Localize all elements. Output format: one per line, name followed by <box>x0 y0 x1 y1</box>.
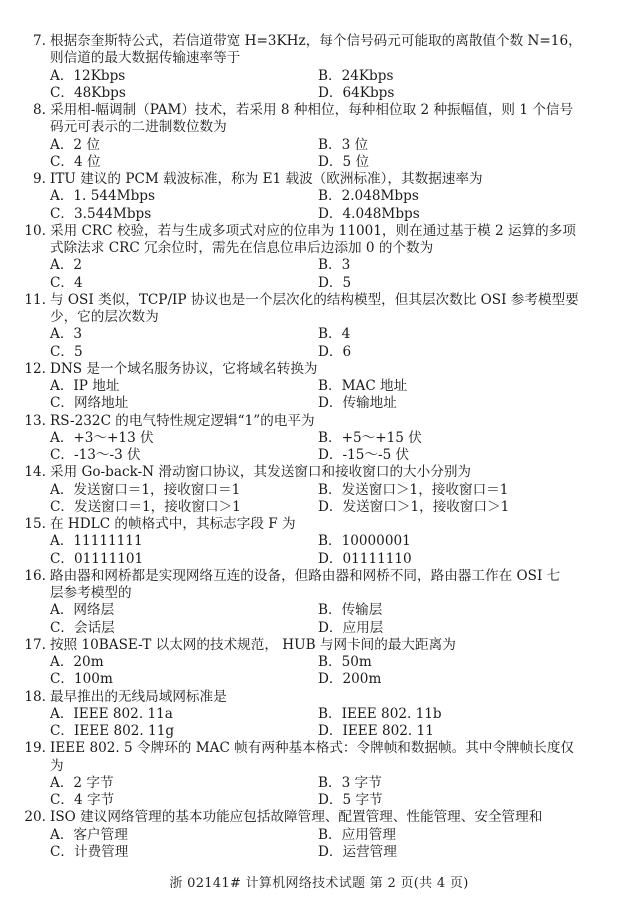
option-a: A．IEEE 802. 11a <box>50 705 173 722</box>
option-d: D．应用层 <box>318 619 384 636</box>
question-stem-text: ITU 建议的 PCM 载波标准，称为 E1 载波（欧洲标准），其数据速率为 <box>50 171 483 187</box>
option-d: D．传输地址 <box>318 395 397 412</box>
options-row <box>0 430 638 447</box>
question-stem-line <box>0 413 638 430</box>
option-c: C．4 字节 <box>50 792 115 808</box>
option-c: C．IEEE 802. 11g <box>50 723 175 739</box>
option-d: D．01111110 <box>318 550 412 567</box>
option-c: C．4 位 <box>50 153 101 170</box>
question-stem-line <box>0 309 638 326</box>
options-row <box>0 499 638 516</box>
option-a: A．IP 地址 <box>50 378 120 394</box>
question-number: 19. <box>24 740 46 757</box>
option-d: D．5 位 <box>318 153 370 170</box>
question-stem-text: 采用 CRC 校验，若与生成多项式对应的位串为 11001，则在通过基于模 2 运算的多项 <box>50 222 576 239</box>
options-row <box>0 378 638 395</box>
options-row <box>0 137 638 154</box>
option-d: D．200m <box>318 671 382 688</box>
options-row <box>0 775 638 792</box>
option-a: A．3 <box>50 326 83 343</box>
option-b: B．传输层 <box>318 602 383 619</box>
question-15 <box>0 516 638 568</box>
option-a: A．1. 544Mbps <box>50 188 155 205</box>
question-stem-line <box>0 585 638 602</box>
question-19 <box>0 740 638 809</box>
options-row <box>0 792 638 809</box>
question-stem-line <box>0 223 638 240</box>
question-stem-line <box>0 464 638 481</box>
options-row <box>0 654 638 671</box>
question-18 <box>0 689 638 741</box>
question-number: 17. <box>24 636 46 653</box>
options-row <box>0 154 638 171</box>
option-d: D．运营管理 <box>318 843 397 860</box>
option-b: B．50m <box>318 654 372 670</box>
question-number: 16. <box>24 567 46 584</box>
question-stem-text: DNS 是一个域名服务协议，它将域名转换为 <box>50 360 318 377</box>
question-stem-text: 最早推出的无线局域网标准是 <box>50 688 227 705</box>
question-stem-line <box>0 171 638 188</box>
option-b: B．发送窗口＞1，接收窗口＝1 <box>318 481 509 498</box>
options-row <box>0 326 638 343</box>
options-row <box>0 827 638 844</box>
question-10 <box>0 223 638 292</box>
question-stem-line <box>0 809 638 826</box>
question-stem-line <box>0 33 638 50</box>
exam-page <box>0 33 638 861</box>
page-footer: 浙 02141# 计算机网络技术试题 第 2 页(共 4 页) <box>169 876 469 891</box>
option-d: D．5 <box>318 274 352 291</box>
option-b: B．4 <box>318 326 351 343</box>
options-row <box>0 551 638 568</box>
question-stem-line <box>0 568 638 585</box>
options-row <box>0 447 638 464</box>
question-stem-text: 采用 Go-back-N 滑动窗口协议，其发送窗口和接收窗口的大小分别为 <box>50 464 472 481</box>
question-stem-line <box>0 292 638 309</box>
options-row <box>0 706 638 723</box>
question-stem-text: 根据奈奎斯特公式，若信道带宽 H=3KHz，每个信号码元可能取的离散值个数 N=16， <box>50 33 582 49</box>
options-row <box>0 188 638 205</box>
option-d: D．5 字节 <box>318 792 383 808</box>
options-row <box>0 602 638 619</box>
question-stem-text: 码元可表示的二进制数位数为 <box>50 119 227 136</box>
question-stem-line <box>0 516 638 533</box>
question-number: 9. <box>33 171 46 187</box>
option-d: D．64Kbps <box>318 84 395 101</box>
option-b: B．应用管理 <box>318 826 396 843</box>
question-stem-text: 为 <box>50 757 64 774</box>
question-number: 14. <box>24 464 46 481</box>
question-number: 7. <box>33 33 46 49</box>
options-row <box>0 85 638 102</box>
option-d: D．-15～-5 伏 <box>318 447 410 463</box>
option-c: C．48Kbps <box>50 84 126 101</box>
question-stem-text: 式除法求 CRC 冗余位时，需先在信息位串后边添加 0 的个数为 <box>50 240 434 256</box>
question-stem-text: 路由器和网桥都是实现网络互连的设备，但路由器和网桥不同，路由器工作在 OSI 七 <box>50 567 561 584</box>
question-20 <box>0 809 638 861</box>
option-a: A．12Kbps <box>50 67 126 84</box>
options-row <box>0 723 638 740</box>
question-number: 12. <box>24 360 46 377</box>
question-stem-line <box>0 689 638 706</box>
question-stem-line <box>0 361 638 378</box>
options-row <box>0 533 638 550</box>
option-a: A．2 <box>50 257 83 274</box>
option-c: C．4 <box>50 274 83 291</box>
option-b: B．IEEE 802. 11b <box>318 705 442 722</box>
question-stem-line <box>0 102 638 119</box>
option-d: D．4.048Mbps <box>318 205 420 222</box>
question-17 <box>0 637 638 689</box>
option-a: A．2 字节 <box>50 774 114 791</box>
question-stem-line <box>0 740 638 757</box>
question-8 <box>0 102 638 171</box>
option-b: B．24Kbps <box>318 67 394 84</box>
question-number: 13. <box>24 412 46 429</box>
option-b: B．3 <box>318 257 351 274</box>
option-d: D．IEEE 802. 11 <box>318 723 434 739</box>
question-12 <box>0 361 638 413</box>
question-number: 18. <box>24 688 46 705</box>
question-stem-text: IEEE 802. 5 令牌环的 MAC 帧有两种基本格式：令牌帧和数据帧。其中令牌帧长度仅 <box>50 740 575 757</box>
question-number: 11. <box>24 291 46 308</box>
question-stem-text: 按照 10BASE-T 以太网的技术规范， HUB 与网卡间的最大距离为 <box>50 636 456 653</box>
question-stem-line <box>0 119 638 136</box>
question-stem-text: 与 OSI 类似，TCP/IP 协议也是一个层次化的结构模型，但其层次数比 OSI 参考模型要 <box>50 291 579 308</box>
question-11 <box>0 292 638 361</box>
option-c: C．网络地址 <box>50 395 129 412</box>
options-row <box>0 68 638 85</box>
options-row <box>0 671 638 688</box>
options-row <box>0 620 638 637</box>
question-stem-text: 少，它的层次数为 <box>50 309 159 325</box>
question-stem-text: 层参考模型的 <box>50 585 132 601</box>
options-row <box>0 344 638 361</box>
options-row <box>0 844 638 861</box>
question-stem-text: 采用相-幅调制（PAM）技术，若采用 8 种相位，每种相位取 2 种振幅值，则 1 个信号 <box>50 102 574 118</box>
option-b: B．+5～+15 伏 <box>318 429 422 446</box>
question-7 <box>0 33 638 102</box>
question-stem-line <box>0 758 638 775</box>
option-a: A．发送窗口＝1，接收窗口＝1 <box>50 481 241 498</box>
question-number: 8. <box>33 102 46 118</box>
option-a: A．网络层 <box>50 602 115 619</box>
question-number: 10. <box>24 222 46 239</box>
question-16 <box>0 568 638 637</box>
option-c: C．发送窗口＝1，接收窗口＞1 <box>50 498 241 515</box>
option-b: B．2.048Mbps <box>318 188 419 205</box>
option-c: C．100m <box>50 671 113 688</box>
option-b: B．MAC 地址 <box>318 378 408 394</box>
option-c: C．5 <box>50 343 83 360</box>
option-c: C．01111101 <box>50 550 144 567</box>
option-a: A．2 位 <box>50 136 100 153</box>
question-stem-text: ISO 建议网络管理的基本功能应包括故障管理、配置管理、性能管理、安全管理和 <box>50 809 543 826</box>
option-c: C．-13～-3 伏 <box>50 447 141 463</box>
question-stem-line <box>0 50 638 67</box>
option-a: A．+3～+13 伏 <box>50 429 154 446</box>
option-b: B．3 字节 <box>318 774 382 791</box>
question-13 <box>0 413 638 465</box>
options-row <box>0 482 638 499</box>
options-row <box>0 206 638 223</box>
question-stem-text: 则信道的最大数据传输速率等于 <box>50 50 241 67</box>
options-row <box>0 257 638 274</box>
option-a: A．11111111 <box>50 533 143 550</box>
option-b: B．3 位 <box>318 136 369 153</box>
option-d: D．发送窗口＞1，接收窗口＞1 <box>318 498 510 515</box>
question-stem-text: 在 HDLC 的帧格式中，其标志字段 F 为 <box>50 516 296 532</box>
options-row <box>0 275 638 292</box>
question-14 <box>0 464 638 516</box>
option-c: C．会话层 <box>50 619 115 636</box>
question-stem-line <box>0 240 638 257</box>
options-row <box>0 395 638 412</box>
question-9 <box>0 171 638 223</box>
option-a: A．客户管理 <box>50 826 128 843</box>
option-d: D．6 <box>318 343 352 360</box>
question-number: 15. <box>24 516 46 532</box>
option-c: C．3.544Mbps <box>50 205 152 222</box>
option-c: C．计费管理 <box>50 843 129 860</box>
question-stem-text: RS-232C 的电气特性规定逻辑“1”的电平为 <box>50 412 315 429</box>
question-stem-line <box>0 637 638 654</box>
question-number: 20. <box>24 809 46 826</box>
option-a: A．20m <box>50 654 104 670</box>
option-b: B．10000001 <box>318 533 411 550</box>
